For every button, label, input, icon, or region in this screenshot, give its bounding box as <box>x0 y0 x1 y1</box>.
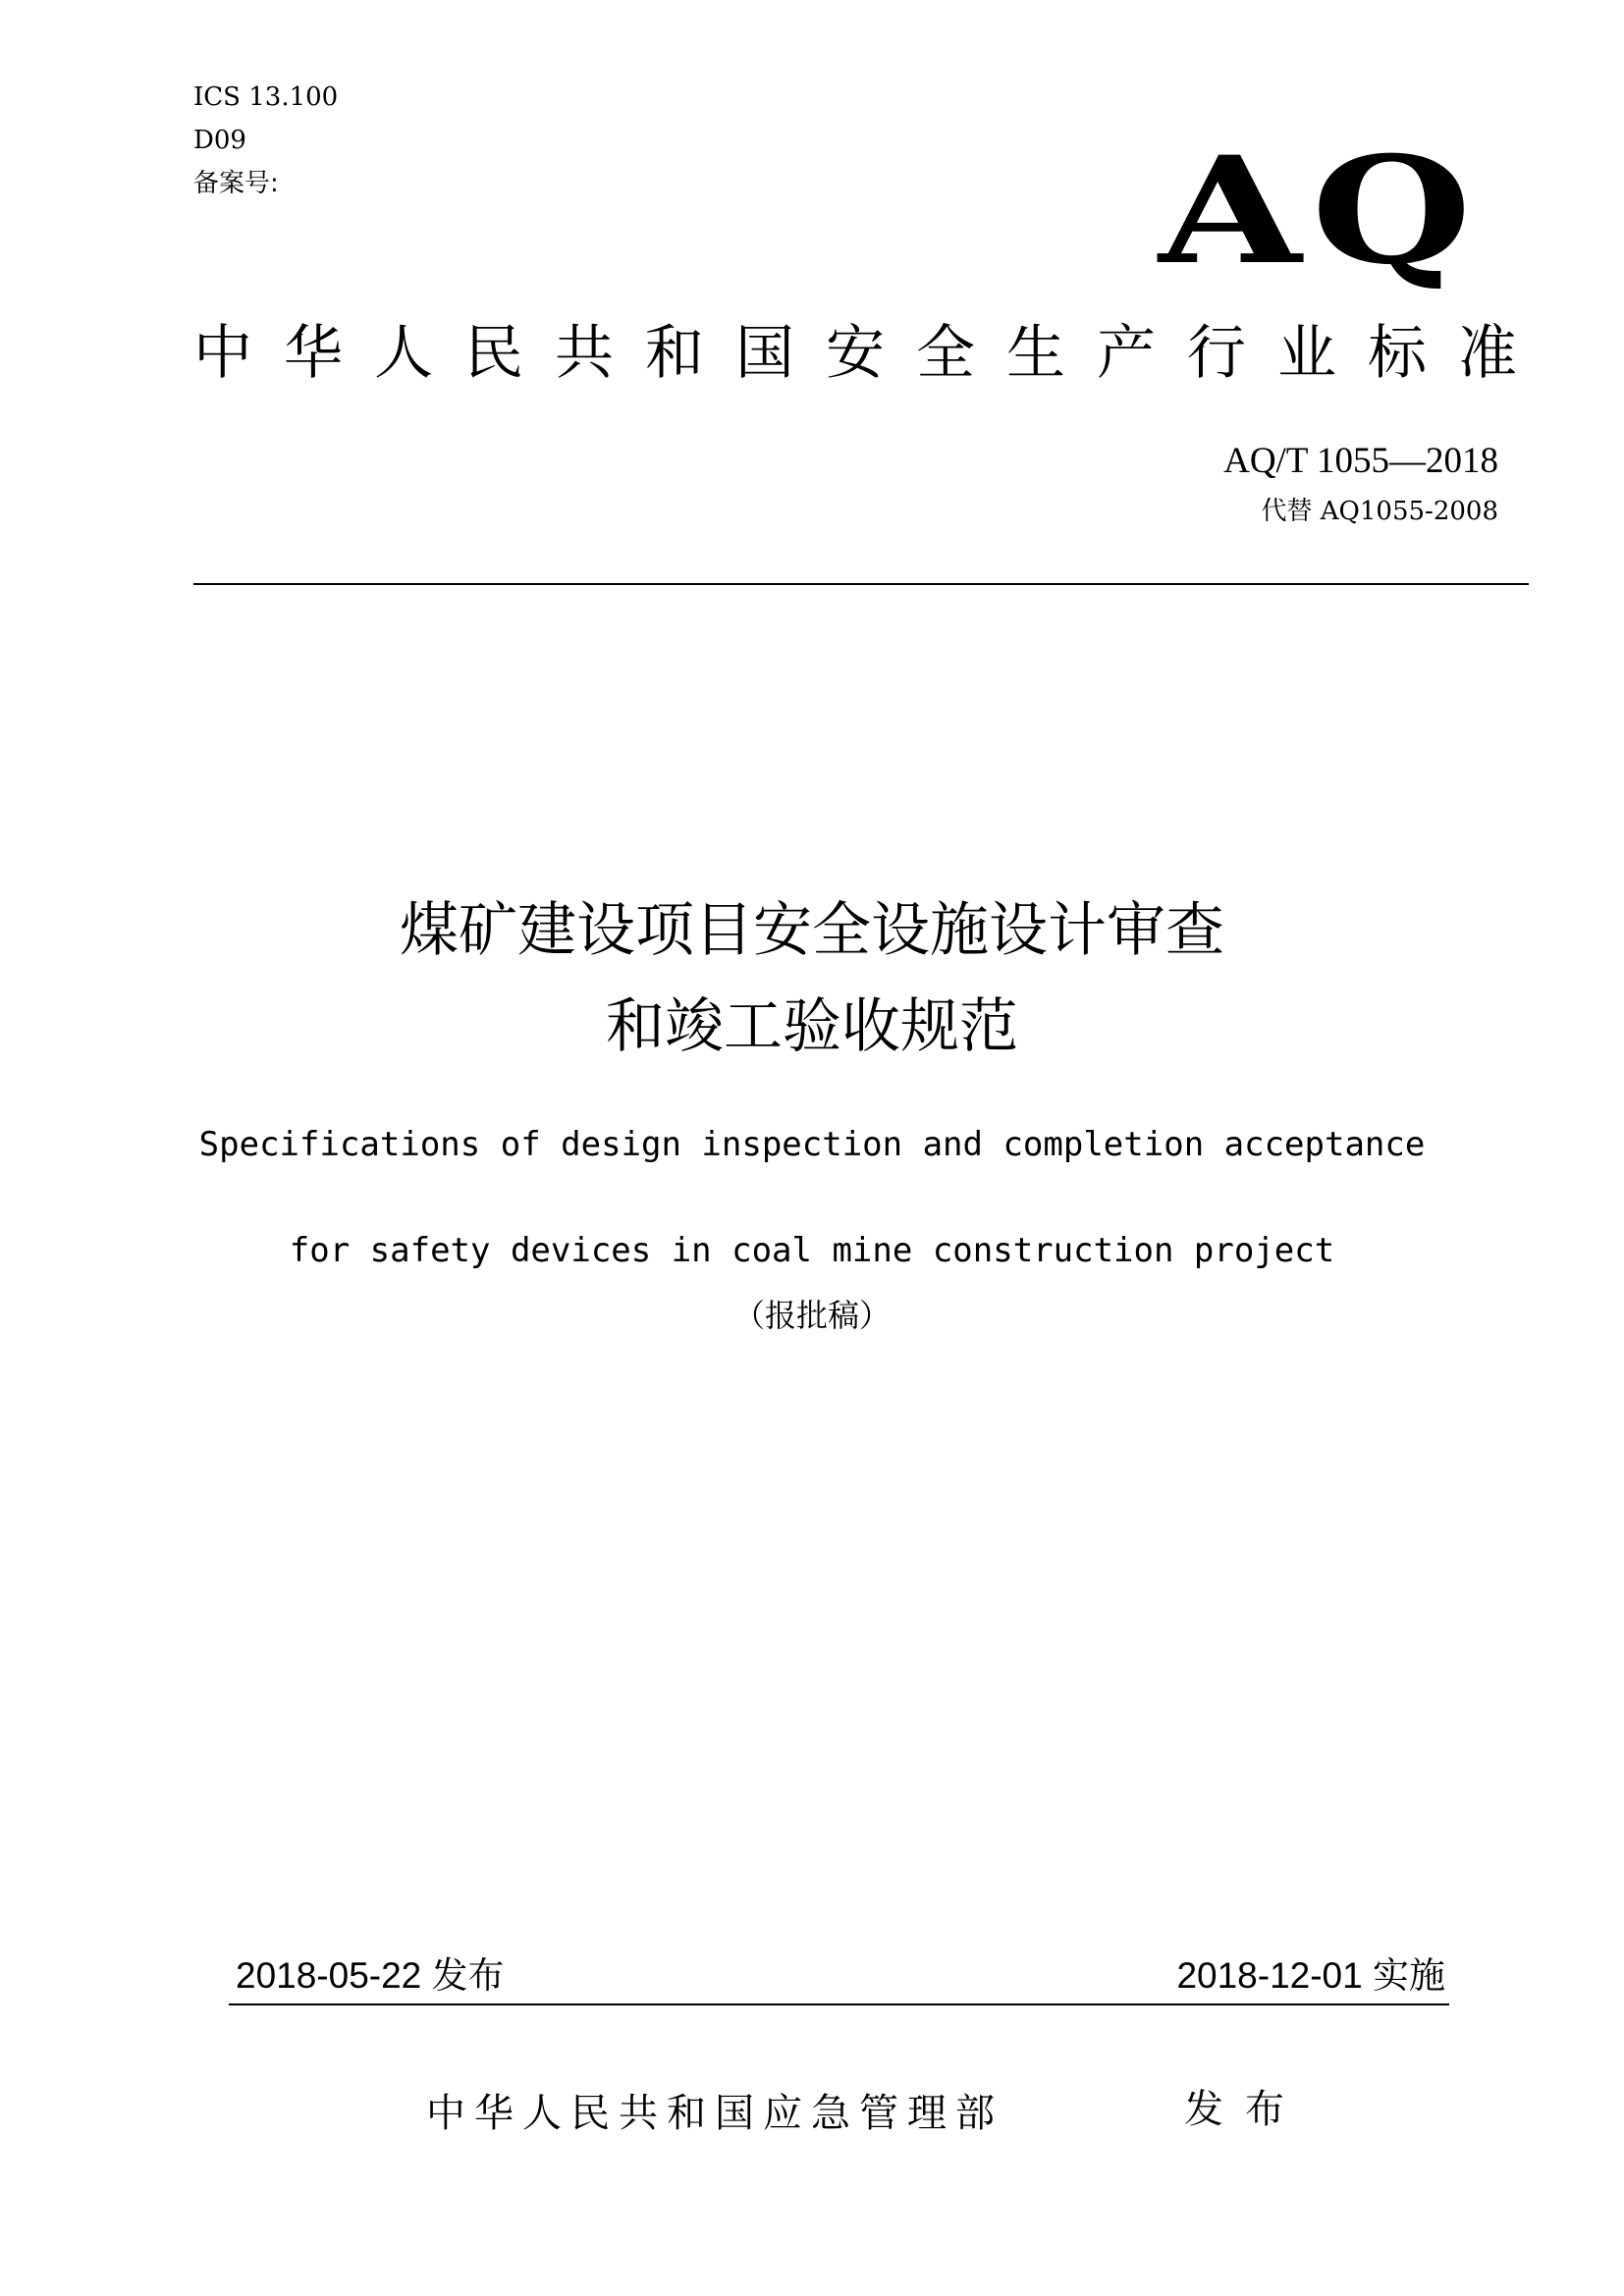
document-title-zh-line2: 和竣工验收规范 <box>606 992 1018 1061</box>
ics-code: ICS 13.100 <box>193 82 339 112</box>
replaces-standard: 代替 AQ1055-2008 <box>1261 497 1498 526</box>
filing-number-label: 备案号: <box>193 169 279 198</box>
aq-logo: AQ <box>1159 125 1482 297</box>
standard-category-title: 中华人民共和国安全生产行业标准 <box>193 319 1548 388</box>
document-title-en-line1: Specifications of design inspection and completion acceptance <box>198 1125 1426 1164</box>
header-divider <box>193 583 1529 585</box>
standard-number: AQ/T 1055—2018 <box>1223 441 1498 481</box>
date-divider <box>229 2003 1449 2005</box>
document-title-en-line2: for safety devices in coal mine construction project <box>289 1231 1335 1270</box>
document-title-zh-line1: 煤矿建设项目安全设施设计审查 <box>400 896 1224 965</box>
publish-action: 发布 <box>1184 2087 1306 2132</box>
ccs-code: D09 <box>193 126 246 155</box>
implementation-date: 2018-12-01 实施 <box>1176 1955 1445 1996</box>
issue-date: 2018-05-22 发布 <box>236 1955 505 1996</box>
publisher-name: 中华人民共和国应急管理部 <box>426 2091 1003 2136</box>
draft-status: （报批稿） <box>732 1297 891 1334</box>
